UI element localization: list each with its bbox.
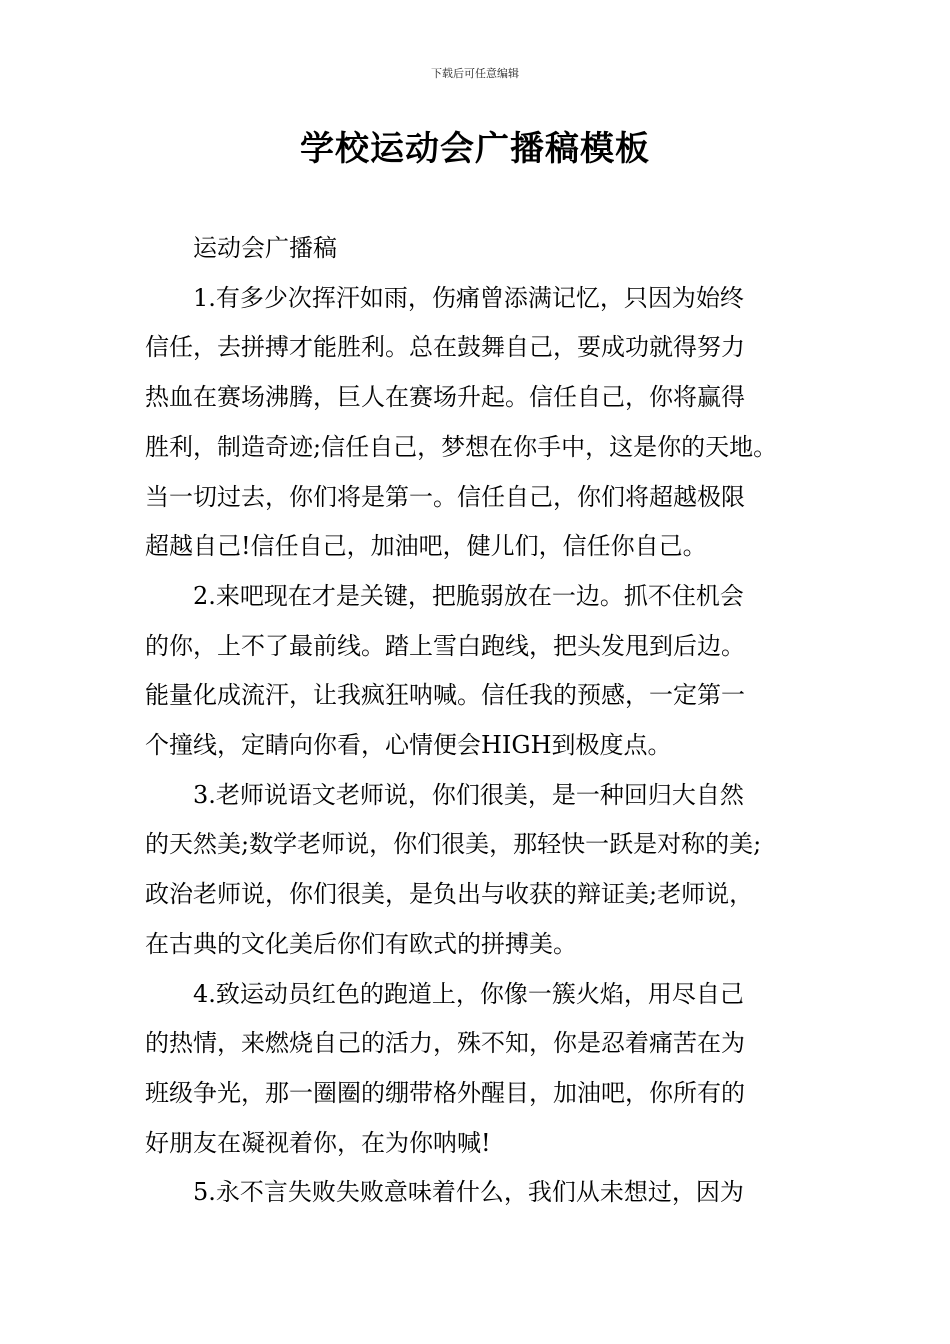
paragraph-line: 胜利，制造奇迹;信任自己，梦想在你手中，这是你的天地。 — [145, 432, 778, 461]
paragraph-3 — [145, 771, 815, 970]
paragraph-line: 热血在赛场沸腾，巨人在赛场升起。信任自己，你将赢得 — [145, 383, 745, 412]
paragraph-line: 班级争光，那一圈圈的绷带格外醒目，加油吧，你所有的 — [145, 1078, 745, 1107]
paragraph-line: 的热情，来燃烧自己的活力，殊不知，你是忍着痛苦在为 — [145, 1029, 745, 1058]
paragraph-2 — [145, 572, 815, 771]
header-note: 下载后可任意编辑 — [431, 67, 519, 80]
paragraph-line: 好朋友在凝视着你，在为你呐喊! — [145, 1128, 491, 1157]
paragraph-line: 政治老师说，你们很美，是负出与收获的辩证美;老师说， — [145, 880, 754, 909]
paragraph-line: 当一切过去，你们将是第一。信任自己，你们将超越极限 — [145, 482, 745, 511]
paragraph-line: 信任，去拼搏才能胜利。总在鼓舞自己，要成功就得努力 — [145, 333, 745, 362]
paragraph-line: 5.永不言失败失败意味着什么，我们从未想过，因为 — [193, 1178, 744, 1207]
paragraph-line: 1.有多少次挥汗如雨，伤痛曾添满记忆，只因为始终 — [193, 283, 744, 312]
subtitle — [145, 224, 815, 274]
paragraph-line: 的你，上不了最前线。踏上雪白跑线，把头发甩到后边。 — [145, 631, 745, 660]
page-title: 学校运动会广播稿模板 — [300, 129, 650, 169]
document-body — [145, 224, 815, 1218]
paragraph-1 — [145, 274, 815, 572]
paragraph-5 — [145, 1168, 815, 1218]
paragraph-line: 2.来吧现在才是关键，把脆弱放在一边。抓不住机会 — [193, 581, 744, 610]
paragraph-line: 3.老师说语文老师说，你们很美，是一种回归大自然 — [193, 780, 744, 809]
paragraph-line: 能量化成流汗，让我疯狂呐喊。信任我的预感，一定第一 — [145, 681, 745, 710]
paragraph-line: 4.致运动员红色的跑道上，你像一簇火焰，用尽自己 — [193, 979, 744, 1008]
paragraph-line: 个撞线，定睛向你看，心情便会HIGH到极度点。 — [145, 731, 672, 760]
paragraph-line: 超越自己!信任自己，加油吧，健儿们，信任你自己。 — [145, 532, 707, 561]
subtitle-line: 运动会广播稿 — [193, 234, 337, 262]
paragraph-4 — [145, 970, 815, 1169]
paragraph-line: 的天然美;数学老师说，你们很美，那轻快一跃是对称的美; — [145, 830, 762, 859]
paragraph-line: 在古典的文化美后你们有欧式的拼搏美。 — [145, 929, 577, 958]
